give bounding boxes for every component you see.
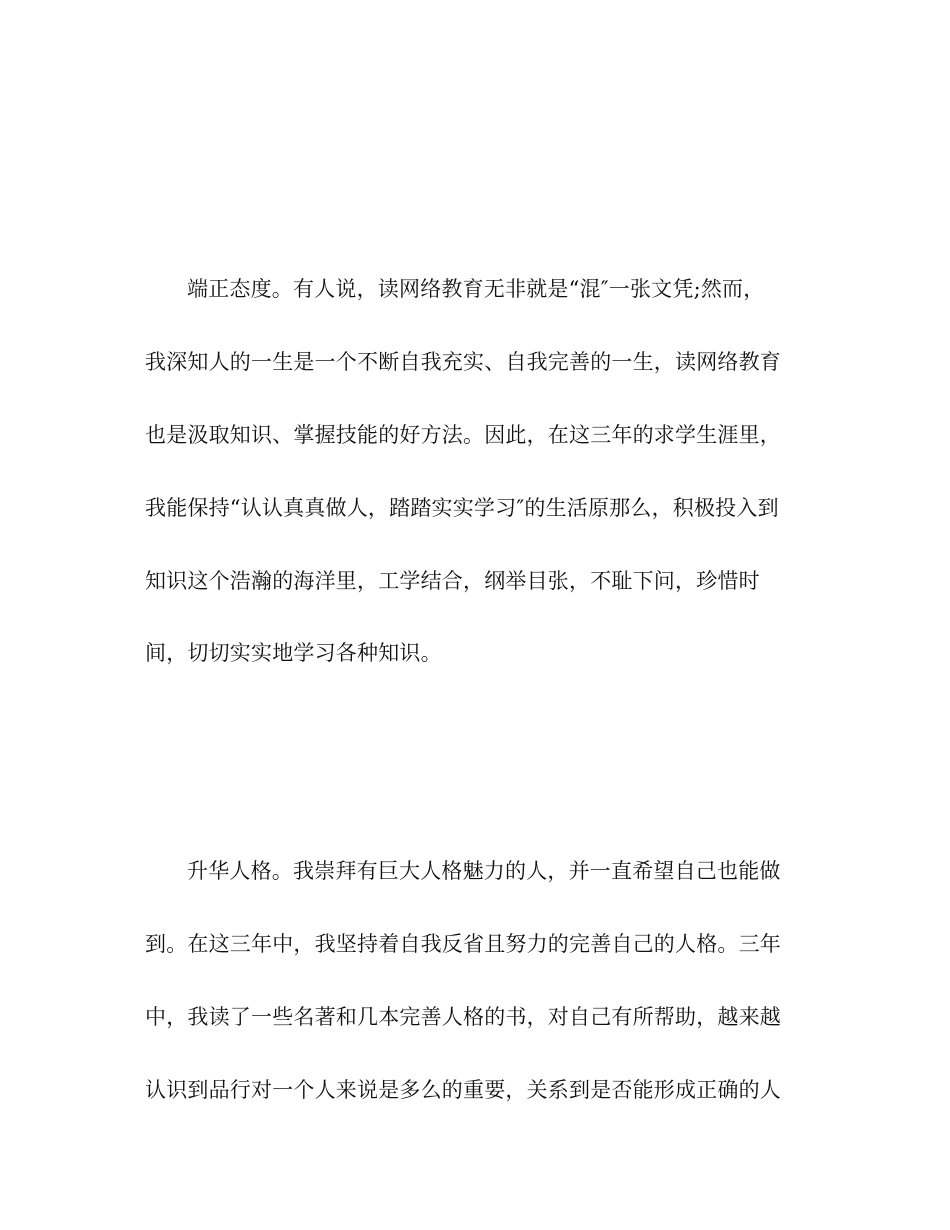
paragraph-line: 中，我读了一些名著和几本完善人格的书，对自己有所帮助，越来越 [145, 1005, 781, 1029]
paragraph-line: 端正态度。有人说，读网络教育无非就是“混″一张文凭;然而， [187, 277, 765, 301]
paragraph-line: 我能保持“认认真真做人，踏踏实实学习″的生活原那么，积极投入到 [145, 496, 779, 520]
paragraph-line: 到。在这三年中，我坚持着自我反省且努力的完善自己的人格。三年 [145, 932, 781, 956]
paragraph-line: 我深知人的一生是一个不断自我充实、自我完善的一生，读网络教育 [145, 350, 781, 374]
paragraph-line: 也是汲取知识、掌握技能的好方法。因此，在这三年的求学生涯里， [145, 423, 781, 447]
paragraph-line: 知识这个浩瀚的海洋里，工学结合，纲举目张，不耻下问，珍惜时 [145, 569, 760, 593]
paragraph-line: 认识到品行对一个人来说是多么的重要，关系到是否能形成正确的人 [145, 1078, 781, 1102]
paragraph-line: 升华人格。我崇拜有巨大人格魅力的人，并一直希望自己也能做 [187, 859, 781, 883]
paragraph-line: 间，切切实实地学习各种知识。 [145, 641, 442, 665]
